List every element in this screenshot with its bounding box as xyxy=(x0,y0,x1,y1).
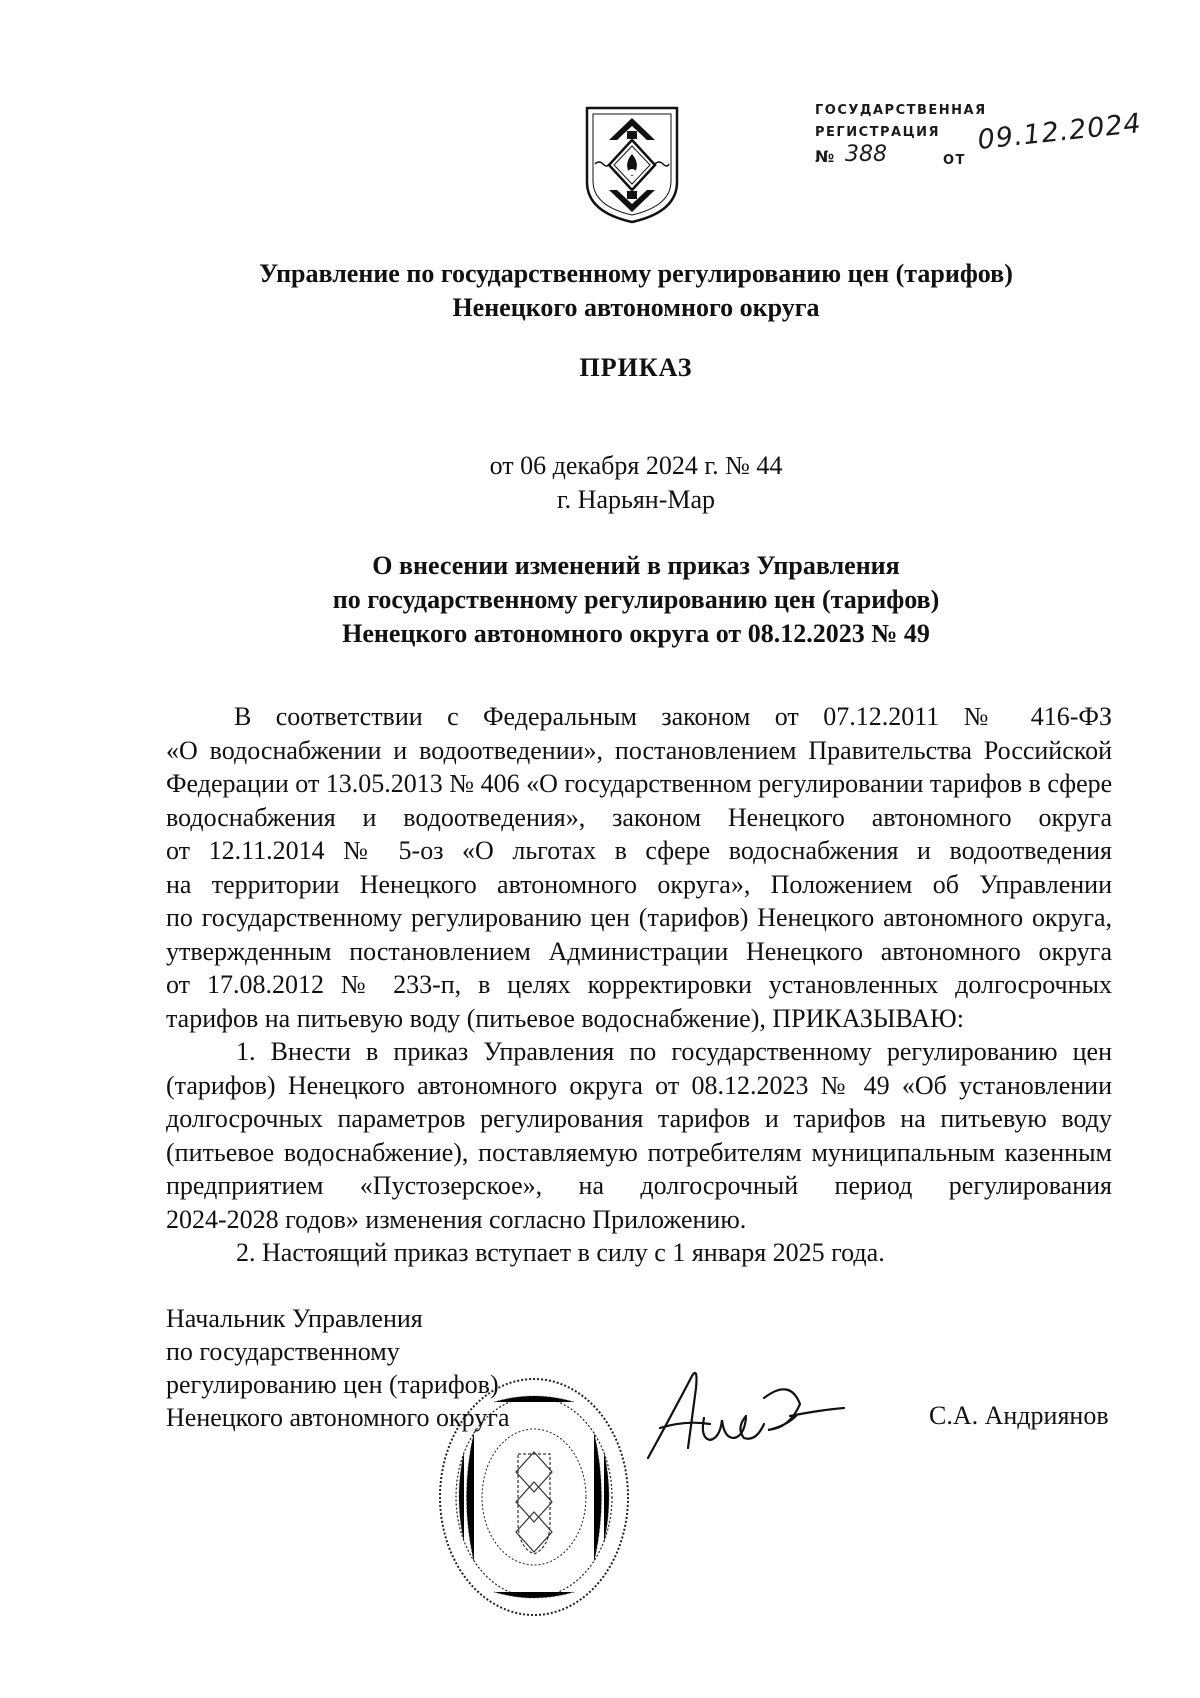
registration-title-line2: РЕГИСТРАЦИЯ xyxy=(815,125,941,140)
signer-position-line1: Начальник Управления xyxy=(166,1304,423,1333)
body-line: тарифов на питьевую воду (питьевое водоснабжение), ПРИКАЗЫВАЮ: xyxy=(166,1003,964,1033)
body-line: 2024-2028 годов» изменения согласно Приложению. xyxy=(166,1204,747,1234)
body-line: по государственному регулированию цен (тарифов) Ненецкого автономного округа, xyxy=(166,903,1112,932)
signer-position-line2: по государственному xyxy=(166,1337,400,1366)
body-line: (питьевое водоснабжение), поставляемую потребителям муниципальным казенным xyxy=(166,1137,1112,1167)
organization-title xyxy=(160,257,1112,325)
body-line: 1. Внести в приказ Управления по государственному регулированию цен xyxy=(236,1037,1112,1066)
body-line: В соответствии с Федеральным законом от 07.12.2011 № 416-ФЗ xyxy=(234,702,1112,731)
signature-position-block xyxy=(166,1302,510,1434)
body-line: утвержденным постановлением Администрации Ненецкого автономного округа xyxy=(166,936,1112,966)
document-body xyxy=(166,700,1112,1270)
body-line: «О водоснабжении и водоотведении», постановлением Правительства Российской xyxy=(166,735,1112,765)
body-line: предприятием «Пустозерское», на долгосрочный период регулирования xyxy=(166,1171,1112,1200)
body-line: от 12.11.2014 № 5-оз «О льготах в сфере водоснабжения и водоотведения xyxy=(166,836,1112,865)
subject-line1: О внесении изменений в приказ Управления xyxy=(372,551,900,580)
coat-of-arms-emblem xyxy=(583,104,681,226)
body-line: 2. Настоящий приказ вступает в силу с 1 января 2025 года. xyxy=(236,1238,885,1267)
organization-title-line1: Управление по государственному регулированию цен (тарифов) xyxy=(259,259,1013,288)
registration-number-label: № xyxy=(815,147,836,166)
body-line: водоснабжения и водоотведения», законом Ненецкого автономного округа xyxy=(166,802,1112,832)
body-line: от 17.08.2012 № 233-п, в целях корректировки установленных долгосрочных xyxy=(166,970,1112,999)
registration-number: 388 xyxy=(845,142,887,167)
registration-title-line1: ГОСУДАРСТВЕННАЯ xyxy=(815,103,987,118)
subject-line2: по государственному регулированию цен (тарифов) xyxy=(332,585,940,614)
document-place: г. Нарьян-Мар xyxy=(556,485,716,514)
body-line: Федерации от 13.05.2013 № 406 «О государственном регулировании тарифов в сфере xyxy=(166,769,1113,798)
signer-name: С.А. Андриянов xyxy=(929,1401,1109,1430)
registration-from-label: ОТ xyxy=(943,153,966,168)
signer-position-line4: Ненецкого автономного округа xyxy=(166,1403,510,1432)
document-date-place xyxy=(160,449,1112,517)
registration-date: 09.12.2024 xyxy=(976,107,1144,156)
body-line: на территории Ненецкого автономного округа», Положением об Управлении xyxy=(166,869,1112,899)
subject-line3: Ненецкого автономного округа от 08.12.2023 № 49 xyxy=(342,619,930,648)
signer-position-line3: регулированию цен (тарифов) xyxy=(166,1370,499,1399)
document-type: ПРИКАЗ xyxy=(579,353,693,382)
body-line: долгосрочных параметров регулирования тарифов и тарифов на питьевую воду xyxy=(166,1104,1112,1133)
body-line: (тарифов) Ненецкого автономного округа от 08.12.2023 № 49 «Об установлении xyxy=(166,1070,1112,1100)
handwritten-signature xyxy=(640,1358,850,1468)
registration-stamp xyxy=(815,100,1144,174)
organization-title-line2: Ненецкого автономного округа xyxy=(452,293,820,322)
document-date-number: от 06 декабря 2024 г. № 44 xyxy=(489,451,783,480)
document-subject xyxy=(160,549,1112,651)
